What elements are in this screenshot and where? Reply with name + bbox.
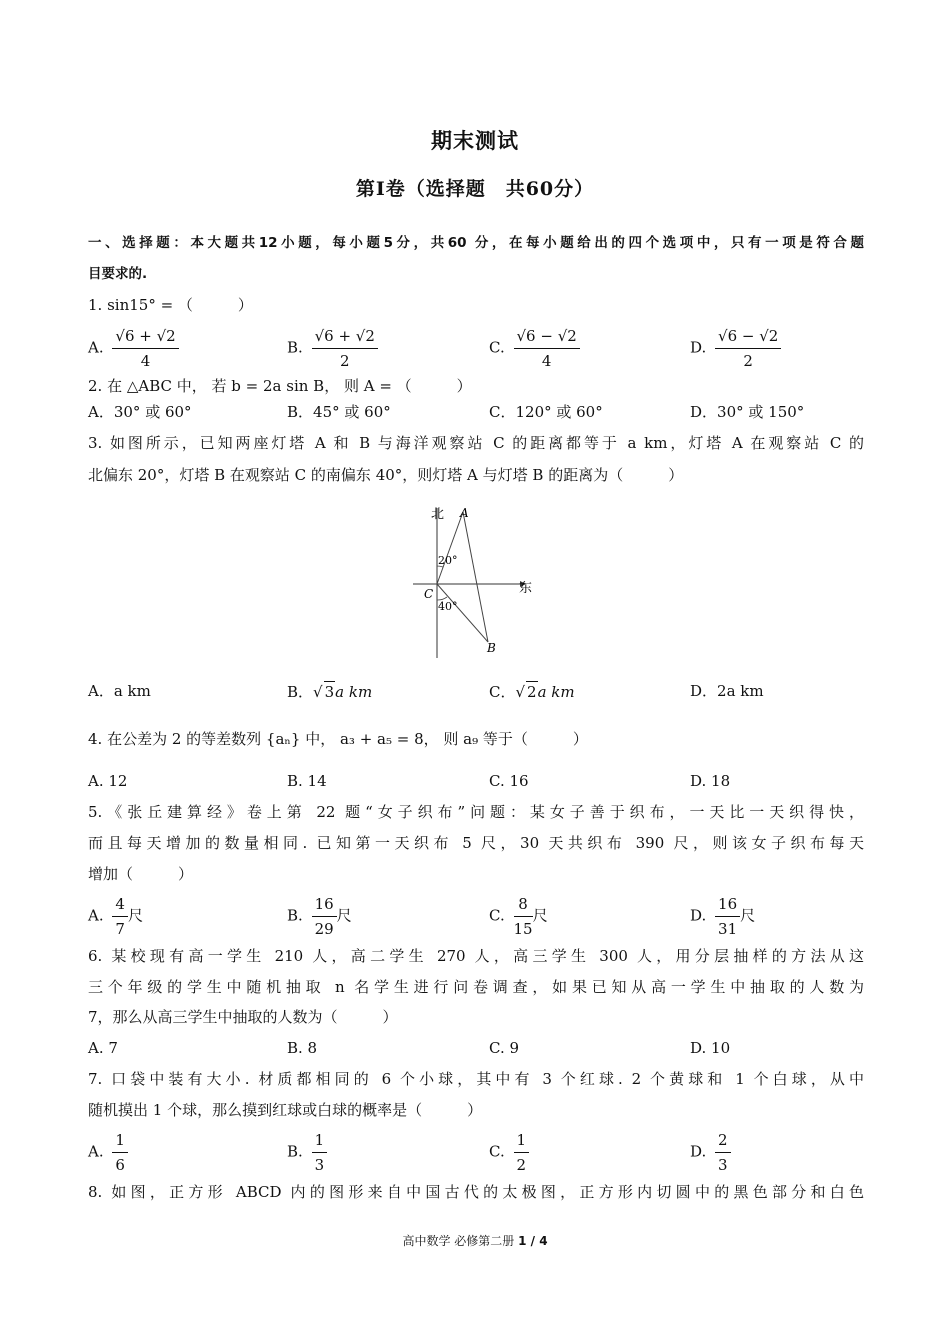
- q7-a-label: A.: [88, 1142, 104, 1161]
- q7-stem-line1: 7. 口袋中装有大小. 材质都相同的 6 个小球，其中有 3 个红球. 2 个黄球和 1 个白球，从中: [88, 1070, 864, 1088]
- label-east: 东: [519, 581, 533, 596]
- q7-c-denominator: 2: [516, 1156, 527, 1174]
- q7-stem-line2: 随机摸出 1 个球，那么摸到红球或白球的概率是（ ）: [88, 1101, 483, 1119]
- q1-b-denominator: 2: [339, 352, 350, 370]
- q7-option-d: [690, 1130, 731, 1175]
- q7-b-label: B.: [287, 1142, 303, 1161]
- q1-c-denominator: 4: [541, 352, 552, 370]
- page-footer: [0, 1232, 950, 1249]
- q1-c-label: C.: [489, 338, 505, 357]
- section-instructions-line2: 目要求的.: [88, 266, 148, 282]
- q3-figure: [405, 500, 540, 660]
- q2-option-a: A．30° 或 60°: [88, 403, 192, 421]
- q1-c-numerator: √6 − √2: [514, 326, 580, 349]
- q7-b-numerator: 1: [312, 1130, 328, 1153]
- q7-option-a: [88, 1130, 128, 1175]
- q3-option-b: B．√ 3a km: [287, 683, 373, 701]
- q5-a-denominator: 7: [115, 920, 125, 938]
- q3-option-c: C．√ 2a km: [489, 683, 575, 701]
- q1-a-label: A.: [88, 338, 104, 357]
- q7-d-label: D.: [690, 1142, 707, 1161]
- q5-option-b: [287, 894, 352, 939]
- q1-stem: 1. sin15° = （ ）: [88, 296, 253, 314]
- q3-stem-line2: 北偏东 20°，灯塔 B 在观察站 C 的南偏东 40°，则灯塔 A 与灯塔 B 的距离为（ ）: [88, 466, 684, 484]
- q1-option-c: [489, 326, 580, 371]
- q4-option-a: A. 12: [88, 772, 128, 790]
- q6-stem-line2: 三个年级的学生中随机抽取 n 名学生进行问卷调查，如果已知从高一学生中抽取的人数为: [88, 978, 864, 996]
- q5-stem-line3: 增加（ ）: [88, 865, 194, 883]
- segment-ab: [463, 512, 488, 642]
- label-north: 北: [431, 507, 445, 522]
- q3-b-tail: a km: [335, 683, 373, 701]
- q5-stem-line2: 而且每天增加的数量相同. 已知第一天织布 5 尺，30 天共织布 390 尺，则该女子织布每天: [88, 834, 864, 852]
- q5-c-unit: 尺: [532, 906, 548, 925]
- q5-option-d: [690, 894, 755, 939]
- page-title: 期末测试: [431, 128, 519, 153]
- q5-option-a: [88, 894, 143, 939]
- q3-stem-line1: 3. 如图所示，已知两座灯塔 A 和 B 与海洋观察站 C 的距离都等于 a km，灯塔 A 在观察站 C 的: [88, 434, 864, 452]
- q1-option-b: [287, 326, 378, 371]
- label-point-a: A: [460, 506, 469, 520]
- q7-d-denominator: 3: [718, 1156, 728, 1174]
- q3-c-radicand: 2: [527, 683, 537, 701]
- q7-a-numerator: 1: [112, 1130, 128, 1153]
- page-number: 1 / 4: [518, 1234, 548, 1248]
- q1-option-d: [690, 326, 781, 371]
- q4-stem: 4. 在公差为 2 的等差数列 {aₙ} 中， a₃ + a₅ = 8， 则 a₉ 等于（ ）: [88, 730, 588, 748]
- q6-stem-line3: 7，那么从高三学生中抽取的人数为（ ）: [88, 1008, 398, 1026]
- q3-option-a: A．a km: [88, 682, 151, 700]
- q5-d-label: D.: [690, 906, 707, 925]
- q2-option-b: B．45° 或 60°: [287, 403, 391, 421]
- q5-c-denominator: 15: [513, 920, 533, 938]
- q2-option-d: D．30° 或 150°: [690, 403, 805, 421]
- q5-stem-line1: 5.《张丘建算经》卷上第 22 题“女子织布”问题：某女子善于织布，一天比一天织得快，: [88, 803, 864, 821]
- q7-option-b: [287, 1130, 327, 1175]
- q6-option-b: B. 8: [287, 1039, 318, 1057]
- q5-c-numerator: 8: [514, 894, 533, 917]
- q5-b-denominator: 29: [314, 920, 334, 938]
- q5-a-numerator: 4: [112, 894, 128, 917]
- q5-d-numerator: 16: [715, 894, 740, 917]
- section-instructions-line1: 一、选择题：本大题共12小题，每小题5分，共60 分，在每小题给出的四个选项中，只有一项是符合题: [88, 235, 864, 251]
- q6-stem-line1: 6. 某校现有高一学生 210 人，高二学生 270 人，高三学生 300 人，用分层抽样的方法从这: [88, 947, 864, 965]
- q5-c-label: C.: [489, 906, 505, 925]
- q5-a-label: A.: [88, 906, 104, 925]
- q5-b-label: B.: [287, 906, 303, 925]
- q5-option-c: [489, 894, 548, 939]
- q5-d-denominator: 31: [718, 920, 738, 938]
- q1-d-label: D.: [690, 338, 707, 357]
- segment-ca: [437, 512, 463, 584]
- label-point-b: B: [487, 641, 496, 655]
- q4-option-c: C. 16: [489, 772, 529, 790]
- q5-d-unit: 尺: [740, 906, 756, 925]
- q1-d-denominator: 2: [743, 352, 753, 370]
- q1-option-a: [88, 326, 179, 371]
- q3-option-d: D．2a km: [690, 682, 764, 700]
- q3-c-label: C．: [489, 683, 516, 701]
- q2-stem: 2. 在 △ABC 中， 若 b = 2a sin B， 则 A = （ ）: [88, 377, 472, 395]
- q8-stem-line1: 8. 如图，正方形 ABCD 内的图形来自中国古代的太极图，正方形内切圆中的黑色部分和白色: [88, 1183, 864, 1201]
- page-subtitle: 第Ⅰ卷（选择题 共60分）: [355, 178, 595, 200]
- q1-b-label: B.: [287, 338, 303, 357]
- q1-b-numerator: √6 + √2: [312, 326, 378, 349]
- label-angle-40: 40°: [438, 600, 458, 613]
- q3-c-tail: a km: [537, 683, 575, 701]
- q2-option-c: C．120° 或 60°: [489, 403, 603, 421]
- q7-c-numerator: 1: [514, 1130, 530, 1153]
- q3-b-label: B．: [287, 683, 314, 701]
- q6-option-a: A. 7: [88, 1039, 118, 1057]
- q5-b-unit: 尺: [336, 906, 352, 925]
- q1-a-numerator: √6 + √2: [112, 326, 178, 349]
- footer-text: 高中数学 必修第二册: [402, 1234, 515, 1248]
- q1-a-denominator: 4: [140, 352, 151, 370]
- q7-option-c: [489, 1130, 529, 1175]
- q7-c-label: C.: [489, 1142, 505, 1161]
- q5-a-unit: 尺: [127, 906, 143, 925]
- segment-cb: [437, 584, 488, 642]
- q1-d-numerator: √6 − √2: [715, 326, 781, 349]
- q3-b-radicand: 3: [324, 683, 335, 701]
- q4-option-b: B. 14: [287, 772, 327, 790]
- q4-option-d: D. 18: [690, 772, 731, 790]
- q5-b-numerator: 16: [312, 894, 337, 917]
- q7-d-numerator: 2: [715, 1130, 731, 1153]
- label-point-c: C: [424, 587, 434, 601]
- label-angle-20: 20°: [438, 554, 458, 567]
- q6-option-d: D. 10: [690, 1039, 731, 1057]
- q7-b-denominator: 3: [314, 1156, 325, 1174]
- q6-option-c: C. 9: [489, 1039, 520, 1057]
- q7-a-denominator: 6: [115, 1156, 125, 1174]
